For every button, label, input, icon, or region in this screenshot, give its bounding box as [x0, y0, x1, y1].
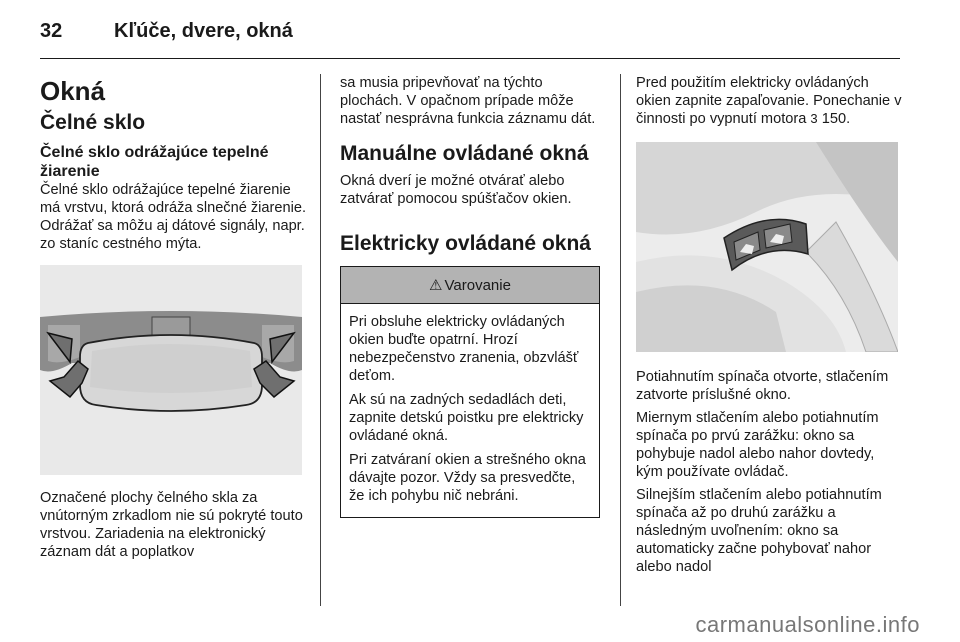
- column-divider: [620, 74, 621, 606]
- paragraph: Potiahnutím spínača otvorte, stlačením zatvorte príslušné okno.: [636, 369, 889, 403]
- section-title: Okná: [40, 76, 106, 106]
- column-1: [40, 74, 308, 566]
- column-divider: [320, 74, 321, 606]
- warning-paragraph: Pri zatváraní okien a strešného okna dávajte pozor. Vždy sa presvedčte, že ich pohybu nič nebráni.: [349, 452, 586, 504]
- subsection-title: Čelné sklo: [40, 111, 146, 134]
- paragraph-text: Pred použitím elektricky ovládaných okien zapnite zapaľovanie. Ponechanie v činnosti po vypnutí motora: [636, 75, 902, 127]
- warning-paragraph: Pri obsluhe elektricky ovládaných okien buďte opatrní. Hrozí nebezpečenstvo zranenia, obzvlášť deťom.: [349, 314, 579, 384]
- paragraph: [636, 74, 902, 128]
- page-reference-number: 150.: [821, 111, 851, 127]
- warning-body: [341, 304, 599, 517]
- topic-title: Čelné sklo odrážajúce tepelné žiarenie: [40, 144, 269, 180]
- paragraph: Silnejším stlačením alebo potiahnutím spínača až po druhú zarážku a následným uvoľnením: okno sa automaticky začne pohybovať nahor alebo nadol: [636, 487, 882, 575]
- column-3: [636, 74, 902, 581]
- column-2: [340, 74, 602, 518]
- watermark: carmanualsonline.info: [695, 612, 920, 637]
- chapter-title: Kľúče, dvere, okná: [114, 20, 293, 42]
- paragraph: Miernym stlačením alebo potiahnutím spínača po prvú zarážku: okno sa pohybuje nadol alebo nahor dovtedy, kým používate ovládač.: [636, 410, 879, 480]
- paragraph: Okná dverí je možné otvárať alebo zatvárať pomocou spúšťačov okien.: [340, 173, 572, 207]
- warning-title: Varovanie: [444, 276, 511, 294]
- paragraph: Čelné sklo odrážajúce tepelné žiarenie má vrstvu, ktorá odráža slnečné žiarenie. Odrážať sa môžu aj dátové signály, napr. zo staníc cestného mýta.: [40, 182, 307, 252]
- paragraph: Označené plochy čelného skla za vnútorným zrkadlom nie sú pokryté touto vrstvou. Zariadenia na elektronický záznam dát a poplatkov: [40, 490, 303, 560]
- warning-triangle-icon: ⚠: [429, 277, 443, 294]
- subsection-title-manual-windows: Manuálne ovládané okná: [340, 142, 589, 165]
- warning-header: [341, 267, 599, 304]
- windshield-mirror-illustration: [40, 265, 302, 475]
- warning-box: [340, 266, 600, 518]
- page-number: 32: [40, 20, 63, 42]
- window-switch-illustration: [636, 142, 898, 352]
- paragraph: sa musia pripevňovať na týchto plochách. V opačnom prípade môže nastať nesprávna funkcia záznamu dát.: [340, 75, 596, 127]
- subsection-title-power-windows: Elektricky ovládané okná: [340, 232, 591, 255]
- page-reference-icon: 3: [810, 111, 818, 126]
- page-header: [40, 18, 900, 59]
- warning-paragraph: Ak sú na zadných sedadlách deti, zapnite detskú poistku pre elektricky ovládané okná.: [349, 392, 584, 444]
